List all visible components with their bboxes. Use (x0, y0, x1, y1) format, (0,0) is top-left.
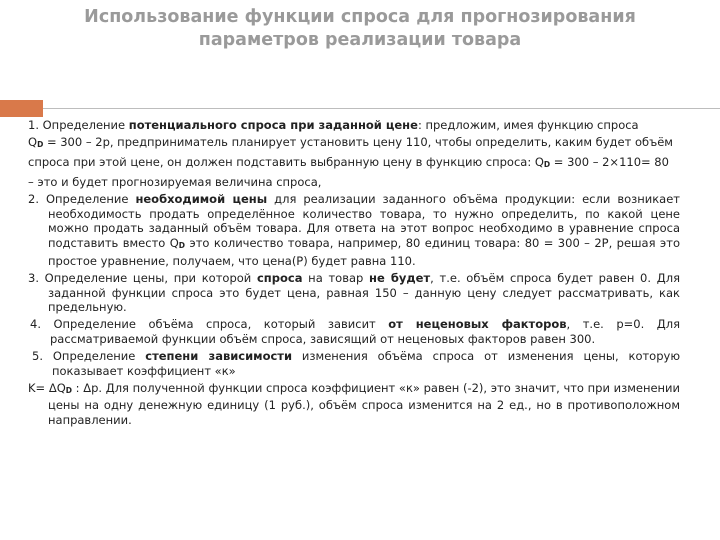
paragraph-5 (28, 192, 680, 269)
p3-text-a: спроса при этой цене, он должен подставить выбранную цену в функцию спроса: Q (28, 155, 544, 169)
p9-text-b: : Δр. Для полученной функции спроса коэффициент «к» равен (-2), это значит, что при изменении цены на одну денежную единицу (1 руб.), объём спроса изменится на 2 ед., но в противоположном направлении. (48, 380, 681, 428)
paragraph-4: – это и будет прогнозируемая величина спроса, (28, 175, 322, 189)
p3-text-b: = 300 – 2×110= 80 (550, 155, 669, 169)
paragraph-8 (32, 349, 680, 378)
slide-title (60, 6, 660, 52)
p6-bold-ne-budet: не будет (369, 270, 431, 285)
p2-text: = 300 – 2р, предприниматель планирует установить цену 110, чтобы определить, каким будет объём (43, 135, 673, 149)
accent-bar (0, 100, 43, 117)
slide-title-line-2: параметров реализации товара (198, 30, 522, 50)
p6-text-c: на товар (302, 270, 370, 285)
p6-bold-spros: спроса (256, 270, 303, 285)
p5-text-a: 2. Определение (28, 192, 136, 206)
paragraph-7 (30, 317, 680, 346)
p5-subscript: D (178, 241, 185, 251)
header-divider (43, 108, 720, 109)
p8-text-a: 5. Определение (32, 348, 146, 363)
p7-text-a: 4. Определение объёма спроса, который зависит (30, 317, 389, 332)
p6-text-a: 3. Определение цены, при которой (28, 270, 257, 285)
p2-q-symbol: Q (28, 135, 38, 149)
paragraph-9 (28, 381, 680, 428)
p1-text-a: 1. Определение (28, 118, 129, 132)
paragraph-3 (28, 155, 680, 173)
slide-title-line-1: Использование функции спроса для прогнозирования (84, 7, 636, 27)
paragraph-1 (28, 118, 680, 133)
slide-body (28, 118, 680, 430)
paragraph-6 (28, 271, 680, 315)
paragraph-2 (28, 135, 680, 153)
p7-text-c: , т.е. р=0. Для рассматриваемой функции объём спроса, зависящий от неценовых факторов равен 300. (50, 317, 680, 346)
p8-text-c: изменения объёма спроса от изменения цены, которую показывает коэффициент «к» (52, 348, 681, 378)
p3-subscript: D (543, 160, 551, 169)
p8-bold-term: степени зависимости (145, 348, 293, 363)
p5-text-d: это количество товара, например, 80 единиц товара: 80 = 300 – 2Р, решая это простое уравнение, получаем, что цена(Р) будет равна 110. (48, 236, 680, 268)
p9-subscript: D (65, 385, 73, 395)
p1-bold-term: потенциального спроса при заданной цене (128, 118, 418, 132)
p1-text-c: : предложим, имея функцию спроса (417, 118, 639, 132)
p9-formula-a: K= ΔQ (28, 380, 66, 395)
p6-text-e: , т.е. объём спроса будет равен 0. Для заданной функции спроса это будет цена, равная 150 – данную цену следует рассматривать, как предельную. (48, 270, 680, 315)
p5-bold-term: необходимой цены (135, 192, 268, 206)
p5-text-c: для реализации заданного объёма продукции: если возникает необходимость продать определённое количество товара, то нужно определить, по какой цене можно продать заданный объём товара. Для ответа на этот вопрос необходимо в уравнение спроса подставить вместо Q (48, 192, 681, 251)
p2-subscript: D (37, 140, 44, 149)
p7-bold-term: от неценовых факторов (388, 317, 567, 332)
